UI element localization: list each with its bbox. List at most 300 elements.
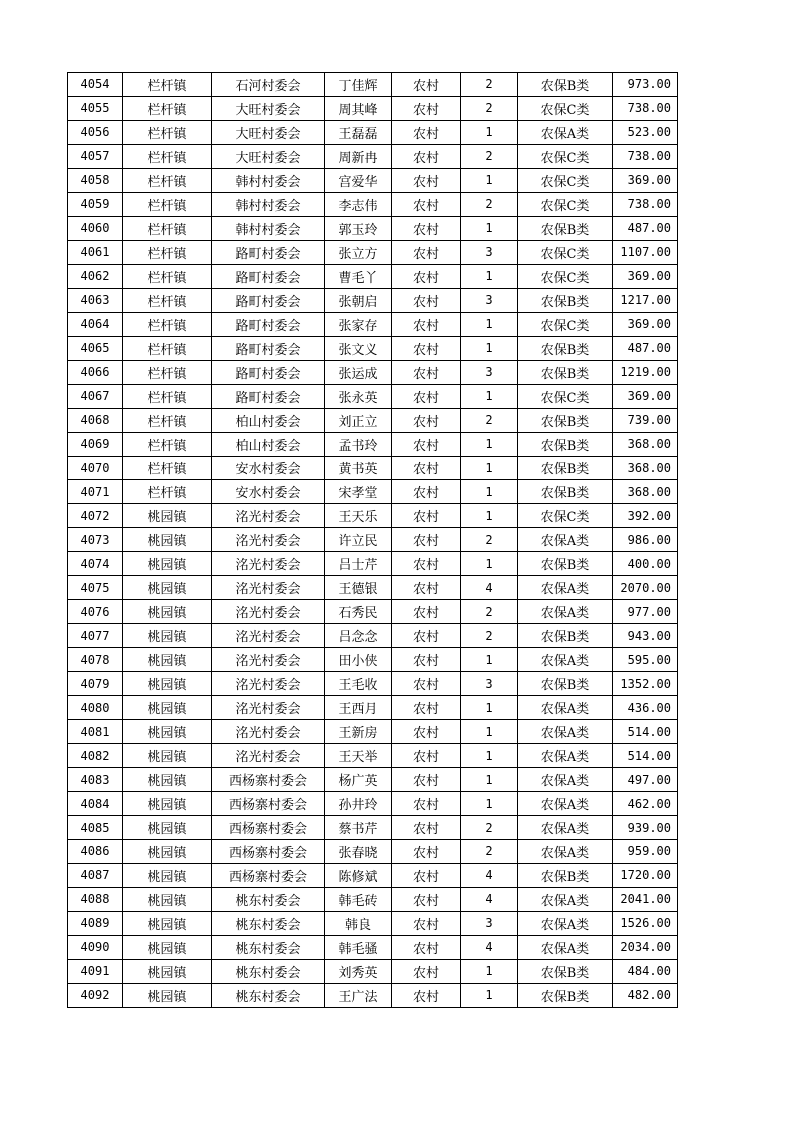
cell-household-count: 1 [461,264,518,288]
cell-person-name: 杨广英 [325,768,392,792]
cell-amount: 400.00 [613,552,678,576]
cell-person-name: 孙井玲 [325,792,392,816]
cell-town: 桃园镇 [123,959,212,983]
cell-town: 桃园镇 [123,911,212,935]
cell-insurance-category: 农保B类 [518,73,613,97]
cell-area-type: 农村 [392,216,461,240]
cell-area-type: 农村 [392,408,461,432]
cell-household-count: 2 [461,96,518,120]
cell-amount: 1352.00 [613,672,678,696]
cell-amount: 369.00 [613,168,678,192]
cell-amount: 1526.00 [613,911,678,935]
cell-person-name: 田小侠 [325,648,392,672]
cell-village-committee: 西杨寨村委会 [212,863,325,887]
cell-insurance-category: 农保B类 [518,336,613,360]
cell-insurance-category: 农保C类 [518,144,613,168]
cell-household-count: 2 [461,73,518,97]
cell-town: 栏杆镇 [123,73,212,97]
cell-amount: 2041.00 [613,887,678,911]
cell-household-count: 2 [461,528,518,552]
cell-household-count: 1 [461,336,518,360]
cell-village-committee: 大旺村委会 [212,120,325,144]
cell-row-number: 4080 [68,696,123,720]
cell-village-committee: 韩村村委会 [212,192,325,216]
cell-town: 桃园镇 [123,935,212,959]
cell-person-name: 曹毛丫 [325,264,392,288]
table-row [68,288,678,312]
cell-person-name: 张文义 [325,336,392,360]
cell-town: 桃园镇 [123,624,212,648]
cell-area-type: 农村 [392,792,461,816]
cell-insurance-category: 农保C类 [518,384,613,408]
cell-village-committee: 路町村委会 [212,384,325,408]
cell-amount: 487.00 [613,216,678,240]
cell-row-number: 4061 [68,240,123,264]
cell-household-count: 3 [461,360,518,384]
cell-area-type: 农村 [392,360,461,384]
cell-person-name: 张立方 [325,240,392,264]
cell-village-committee: 安水村委会 [212,456,325,480]
cell-area-type: 农村 [392,959,461,983]
cell-amount: 369.00 [613,384,678,408]
table-row [68,120,678,144]
cell-row-number: 4073 [68,528,123,552]
cell-person-name: 宋孝堂 [325,480,392,504]
cell-insurance-category: 农保C类 [518,264,613,288]
cell-area-type: 农村 [392,312,461,336]
cell-household-count: 1 [461,120,518,144]
cell-village-committee: 桃东村委会 [212,983,325,1007]
cell-village-committee: 西杨寨村委会 [212,792,325,816]
cell-person-name: 王天乐 [325,504,392,528]
cell-amount: 369.00 [613,264,678,288]
cell-amount: 368.00 [613,480,678,504]
cell-amount: 739.00 [613,408,678,432]
cell-insurance-category: 农保A类 [518,911,613,935]
cell-amount: 595.00 [613,648,678,672]
cell-household-count: 1 [461,792,518,816]
cell-row-number: 4085 [68,816,123,840]
cell-town: 栏杆镇 [123,312,212,336]
cell-row-number: 4090 [68,935,123,959]
table-row [68,73,678,97]
cell-area-type: 农村 [392,432,461,456]
cell-town: 桃园镇 [123,576,212,600]
cell-row-number: 4064 [68,312,123,336]
cell-village-committee: 大旺村委会 [212,96,325,120]
cell-person-name: 张家存 [325,312,392,336]
cell-person-name: 张永英 [325,384,392,408]
cell-person-name: 王西月 [325,696,392,720]
cell-row-number: 4055 [68,96,123,120]
cell-row-number: 4070 [68,456,123,480]
cell-amount: 487.00 [613,336,678,360]
cell-area-type: 农村 [392,504,461,528]
cell-person-name: 张春晓 [325,840,392,864]
cell-person-name: 李志伟 [325,192,392,216]
cell-area-type: 农村 [392,144,461,168]
cell-person-name: 孟书玲 [325,432,392,456]
cell-household-count: 1 [461,456,518,480]
cell-town: 栏杆镇 [123,240,212,264]
table-row [68,360,678,384]
cell-village-committee: 洺光村委会 [212,744,325,768]
cell-insurance-category: 农保A类 [518,792,613,816]
cell-town: 桃园镇 [123,672,212,696]
cell-town: 栏杆镇 [123,288,212,312]
cell-village-committee: 洺光村委会 [212,552,325,576]
cell-town: 桃园镇 [123,744,212,768]
cell-row-number: 4059 [68,192,123,216]
cell-row-number: 4056 [68,120,123,144]
table-row [68,648,678,672]
cell-amount: 2070.00 [613,576,678,600]
cell-row-number: 4071 [68,480,123,504]
cell-amount: 523.00 [613,120,678,144]
cell-person-name: 周新冉 [325,144,392,168]
cell-village-committee: 路町村委会 [212,240,325,264]
cell-amount: 368.00 [613,456,678,480]
cell-row-number: 4089 [68,911,123,935]
table-row [68,816,678,840]
cell-village-committee: 洺光村委会 [212,648,325,672]
table-row [68,480,678,504]
cell-household-count: 4 [461,887,518,911]
cell-row-number: 4077 [68,624,123,648]
cell-town: 栏杆镇 [123,120,212,144]
cell-row-number: 4067 [68,384,123,408]
table-row [68,432,678,456]
cell-person-name: 周其峰 [325,96,392,120]
cell-row-number: 4058 [68,168,123,192]
cell-insurance-category: 农保B类 [518,552,613,576]
table-row [68,312,678,336]
table-row [68,672,678,696]
cell-insurance-category: 农保B类 [518,624,613,648]
table-row [68,240,678,264]
cell-household-count: 1 [461,312,518,336]
cell-town: 桃园镇 [123,792,212,816]
cell-area-type: 农村 [392,672,461,696]
cell-village-committee: 西杨寨村委会 [212,840,325,864]
cell-area-type: 农村 [392,911,461,935]
cell-person-name: 王广法 [325,983,392,1007]
cell-insurance-category: 农保C类 [518,312,613,336]
cell-village-committee: 西杨寨村委会 [212,816,325,840]
cell-person-name: 韩毛骚 [325,935,392,959]
table-row [68,192,678,216]
cell-town: 桃园镇 [123,840,212,864]
cell-amount: 497.00 [613,768,678,792]
table-row [68,336,678,360]
cell-insurance-category: 农保A类 [518,887,613,911]
cell-household-count: 1 [461,168,518,192]
cell-household-count: 2 [461,600,518,624]
cell-area-type: 农村 [392,720,461,744]
cell-village-committee: 桃东村委会 [212,959,325,983]
cell-person-name: 吕念念 [325,624,392,648]
cell-insurance-category: 农保B类 [518,863,613,887]
cell-household-count: 1 [461,432,518,456]
cell-insurance-category: 农保A类 [518,935,613,959]
table-row [68,528,678,552]
cell-row-number: 4054 [68,73,123,97]
cell-area-type: 农村 [392,816,461,840]
cell-town: 桃园镇 [123,887,212,911]
cell-area-type: 农村 [392,648,461,672]
cell-household-count: 3 [461,911,518,935]
cell-row-number: 4062 [68,264,123,288]
table-row [68,504,678,528]
table-row [68,96,678,120]
cell-amount: 986.00 [613,528,678,552]
cell-household-count: 1 [461,744,518,768]
cell-amount: 462.00 [613,792,678,816]
cell-person-name: 蔡书芹 [325,816,392,840]
cell-household-count: 1 [461,768,518,792]
cell-town: 栏杆镇 [123,96,212,120]
cell-town: 桃园镇 [123,552,212,576]
cell-household-count: 4 [461,863,518,887]
cell-area-type: 农村 [392,240,461,264]
cell-household-count: 3 [461,672,518,696]
cell-village-committee: 洺光村委会 [212,624,325,648]
cell-village-committee: 西杨寨村委会 [212,768,325,792]
cell-person-name: 王磊磊 [325,120,392,144]
cell-village-committee: 石河村委会 [212,73,325,97]
cell-area-type: 农村 [392,120,461,144]
cell-insurance-category: 农保B类 [518,959,613,983]
cell-amount: 959.00 [613,840,678,864]
cell-town: 桃园镇 [123,768,212,792]
cell-amount: 484.00 [613,959,678,983]
cell-village-committee: 洺光村委会 [212,696,325,720]
cell-town: 桃园镇 [123,720,212,744]
cell-town: 桃园镇 [123,983,212,1007]
table-row [68,408,678,432]
cell-town: 桃园镇 [123,528,212,552]
cell-amount: 392.00 [613,504,678,528]
cell-insurance-category: 农保B类 [518,408,613,432]
cell-row-number: 4066 [68,360,123,384]
cell-area-type: 农村 [392,840,461,864]
cell-insurance-category: 农保C类 [518,504,613,528]
cell-area-type: 农村 [392,863,461,887]
cell-row-number: 4076 [68,600,123,624]
cell-area-type: 农村 [392,264,461,288]
cell-area-type: 农村 [392,983,461,1007]
cell-amount: 977.00 [613,600,678,624]
cell-amount: 738.00 [613,96,678,120]
cell-insurance-category: 农保C类 [518,192,613,216]
cell-row-number: 4057 [68,144,123,168]
cell-area-type: 农村 [392,480,461,504]
cell-area-type: 农村 [392,288,461,312]
cell-village-committee: 路町村委会 [212,312,325,336]
cell-household-count: 1 [461,552,518,576]
cell-village-committee: 韩村村委会 [212,168,325,192]
cell-town: 栏杆镇 [123,456,212,480]
cell-town: 栏杆镇 [123,384,212,408]
cell-insurance-category: 农保B类 [518,983,613,1007]
cell-town: 栏杆镇 [123,432,212,456]
cell-row-number: 4068 [68,408,123,432]
cell-household-count: 3 [461,288,518,312]
cell-row-number: 4083 [68,768,123,792]
cell-amount: 939.00 [613,816,678,840]
table-row [68,959,678,983]
cell-town: 栏杆镇 [123,144,212,168]
cell-village-committee: 洺光村委会 [212,528,325,552]
table-row [68,935,678,959]
cell-area-type: 农村 [392,768,461,792]
cell-area-type: 农村 [392,96,461,120]
table-row [68,696,678,720]
cell-insurance-category: 农保A类 [518,816,613,840]
cell-village-committee: 大旺村委会 [212,144,325,168]
cell-row-number: 4074 [68,552,123,576]
table-row [68,983,678,1007]
cell-village-committee: 路町村委会 [212,264,325,288]
cell-row-number: 4060 [68,216,123,240]
table-row [68,720,678,744]
table-row [68,624,678,648]
cell-area-type: 农村 [392,744,461,768]
cell-area-type: 农村 [392,192,461,216]
cell-village-committee: 路町村委会 [212,360,325,384]
cell-household-count: 1 [461,384,518,408]
cell-amount: 368.00 [613,432,678,456]
cell-person-name: 王德银 [325,576,392,600]
table-row [68,863,678,887]
cell-household-count: 2 [461,144,518,168]
cell-area-type: 农村 [392,168,461,192]
cell-person-name: 韩良 [325,911,392,935]
cell-amount: 2034.00 [613,935,678,959]
cell-amount: 1107.00 [613,240,678,264]
cell-village-committee: 洺光村委会 [212,504,325,528]
cell-household-count: 1 [461,983,518,1007]
cell-insurance-category: 农保B类 [518,480,613,504]
cell-household-count: 1 [461,480,518,504]
cell-insurance-category: 农保A类 [518,840,613,864]
cell-row-number: 4087 [68,863,123,887]
cell-town: 栏杆镇 [123,408,212,432]
cell-area-type: 农村 [392,576,461,600]
cell-amount: 1217.00 [613,288,678,312]
cell-insurance-category: 农保B类 [518,216,613,240]
cell-insurance-category: 农保B类 [518,360,613,384]
cell-row-number: 4065 [68,336,123,360]
cell-person-name: 吕士芹 [325,552,392,576]
cell-household-count: 2 [461,192,518,216]
cell-insurance-category: 农保B类 [518,432,613,456]
cell-household-count: 2 [461,840,518,864]
cell-amount: 369.00 [613,312,678,336]
cell-amount: 738.00 [613,192,678,216]
cell-town: 栏杆镇 [123,216,212,240]
cell-person-name: 石秀民 [325,600,392,624]
cell-village-committee: 路町村委会 [212,288,325,312]
cell-town: 栏杆镇 [123,360,212,384]
cell-row-number: 4084 [68,792,123,816]
cell-village-committee: 路町村委会 [212,336,325,360]
cell-row-number: 4086 [68,840,123,864]
cell-insurance-category: 农保C类 [518,240,613,264]
cell-village-committee: 桃东村委会 [212,911,325,935]
cell-village-committee: 柏山村委会 [212,408,325,432]
cell-village-committee: 安水村委会 [212,480,325,504]
table-row [68,552,678,576]
cell-person-name: 丁佳辉 [325,73,392,97]
cell-town: 栏杆镇 [123,168,212,192]
cell-town: 栏杆镇 [123,264,212,288]
cell-insurance-category: 农保A类 [518,528,613,552]
cell-person-name: 陈修斌 [325,863,392,887]
cell-village-committee: 桃东村委会 [212,935,325,959]
table-row [68,264,678,288]
cell-town: 栏杆镇 [123,192,212,216]
cell-person-name: 张朝启 [325,288,392,312]
cell-area-type: 农村 [392,696,461,720]
cell-household-count: 1 [461,216,518,240]
cell-area-type: 农村 [392,935,461,959]
cell-insurance-category: 农保C类 [518,168,613,192]
cell-household-count: 1 [461,959,518,983]
cell-row-number: 4075 [68,576,123,600]
cell-row-number: 4092 [68,983,123,1007]
table-row [68,456,678,480]
cell-insurance-category: 农保A类 [518,576,613,600]
cell-person-name: 黄书英 [325,456,392,480]
cell-insurance-category: 农保A类 [518,720,613,744]
cell-village-committee: 洺光村委会 [212,672,325,696]
cell-row-number: 4072 [68,504,123,528]
table-row [68,911,678,935]
cell-insurance-category: 农保A类 [518,744,613,768]
cell-village-committee: 桃东村委会 [212,887,325,911]
cell-household-count: 1 [461,648,518,672]
table-row [68,216,678,240]
cell-village-committee: 洺光村委会 [212,576,325,600]
cell-household-count: 4 [461,935,518,959]
cell-area-type: 农村 [392,384,461,408]
cell-insurance-category: 农保A类 [518,120,613,144]
table-row [68,144,678,168]
cell-person-name: 王新房 [325,720,392,744]
cell-village-committee: 洺光村委会 [212,600,325,624]
cell-town: 桃园镇 [123,816,212,840]
table-row [68,744,678,768]
cell-person-name: 张运成 [325,360,392,384]
cell-amount: 738.00 [613,144,678,168]
cell-person-name: 王毛收 [325,672,392,696]
cell-household-count: 2 [461,624,518,648]
cell-household-count: 2 [461,816,518,840]
cell-person-name: 刘正立 [325,408,392,432]
cell-household-count: 1 [461,696,518,720]
cell-area-type: 农村 [392,336,461,360]
cell-area-type: 农村 [392,887,461,911]
cell-insurance-category: 农保B类 [518,288,613,312]
cell-town: 栏杆镇 [123,480,212,504]
cell-insurance-category: 农保A类 [518,696,613,720]
table-row [68,887,678,911]
cell-insurance-category: 农保A类 [518,648,613,672]
cell-household-count: 4 [461,576,518,600]
cell-insurance-category: 农保B类 [518,672,613,696]
cell-area-type: 农村 [392,600,461,624]
